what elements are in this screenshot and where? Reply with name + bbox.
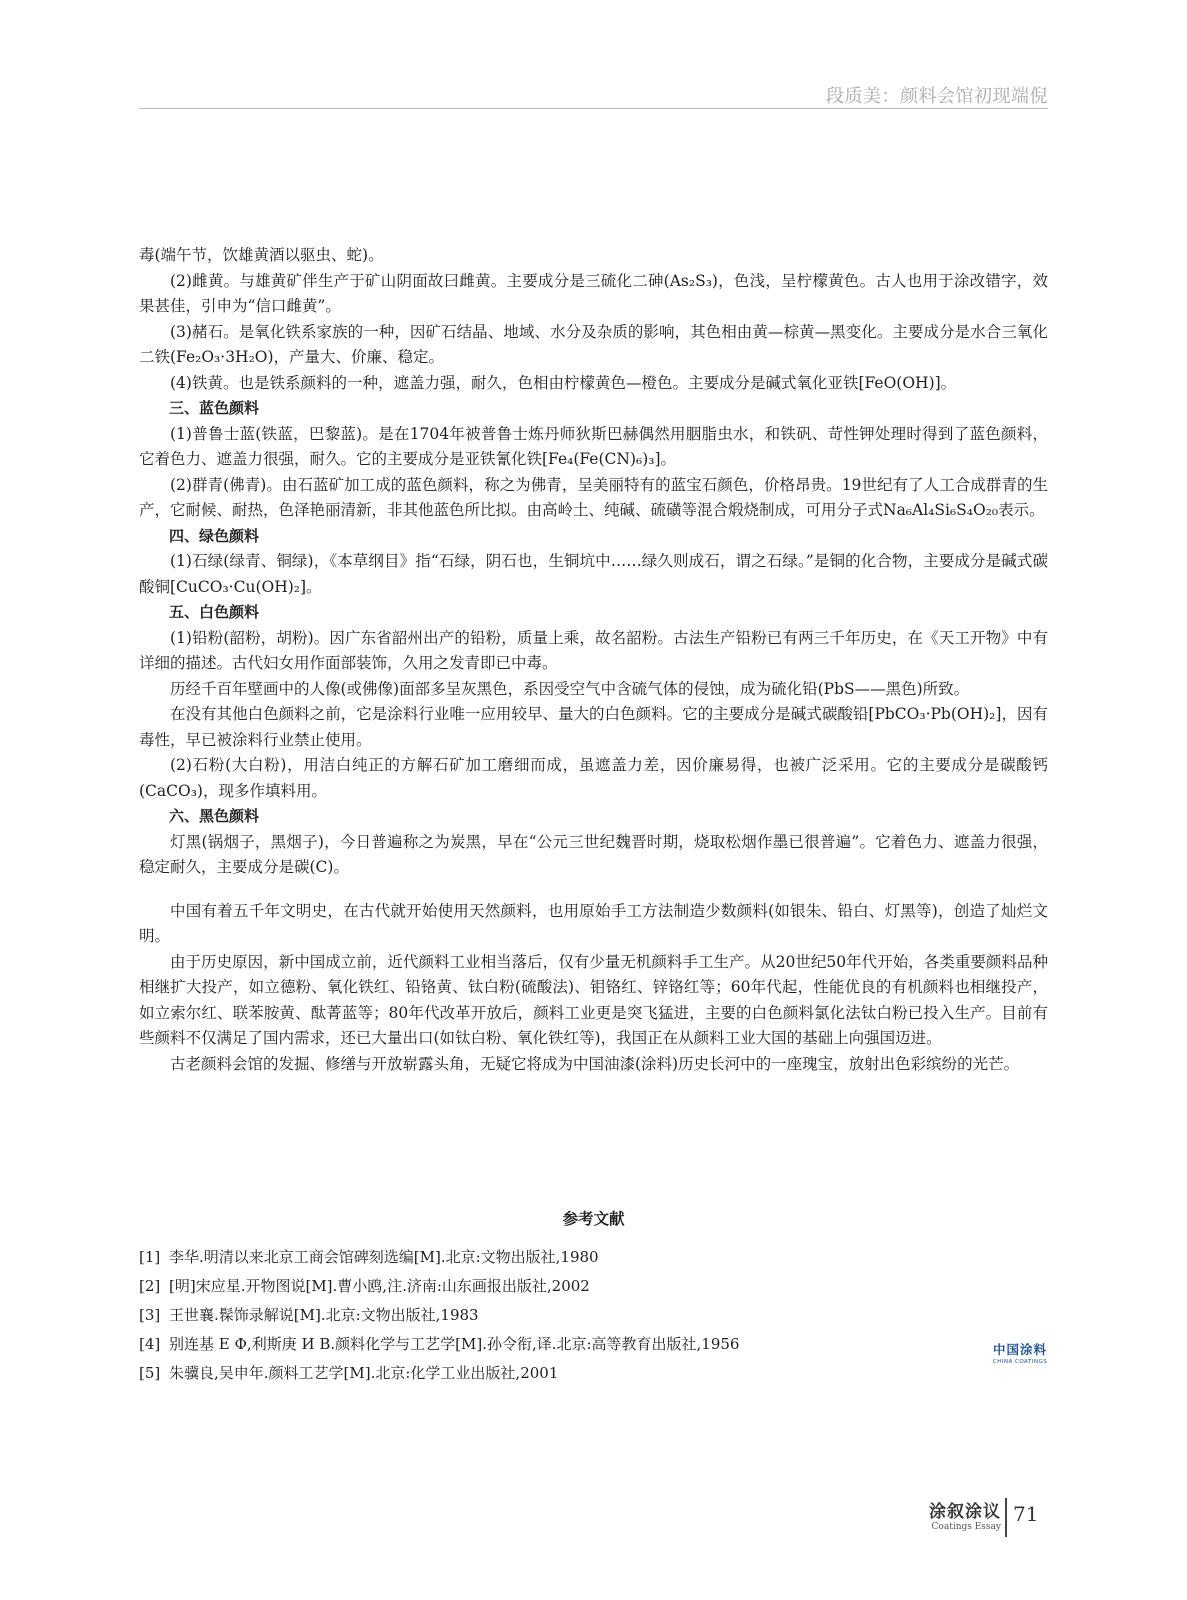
reference-number: [3] <box>139 1306 161 1324</box>
section-heading-white: 五、白色颜料 <box>169 603 260 621</box>
reference-text: 李华.明清以来北京工商会馆碑刻选编[M].北京:文物出版社,1980 <box>169 1248 599 1266</box>
china-coatings-logo <box>983 1340 1057 1365</box>
logo-name-cn: 中国涂料 <box>992 1342 1047 1357</box>
reference-item <box>139 1359 1048 1388</box>
paragraph: 由于历史原因，新中国成立前，近代颜料工业相当落后，仅有少量无机颜料手工生产。从20世纪50年代开始，各类重要颜料品种相继扩大投产，如立德粉、氧化铁红、铅铬黄、钛白粉(硫酸法)、钼铬红、锌铬红等；60年代起，性能优良的有机颜料也相继投产，如立索尔红、联苯胺黄、酞菁蓝等；80年代改革开放后，颜料工业更是突飞猛进，主要的白色颜料氯化法钛白粉已投入生产。目前有些颜料不仅满足了国内需求，还已大量出口(如钛白粉、氧化铁红等)，我国正在从颜料工业大国的基础上向强国迈进。 <box>139 952 1048 1047</box>
reference-number: [1] <box>139 1248 161 1266</box>
reference-text: 朱骥良,吴申年.颜料工艺学[M].北京:化学工业出版社,2001 <box>169 1364 559 1382</box>
footer-column-en: Coatings Essay <box>931 1522 1001 1532</box>
paragraph: 历经千百年壁画中的人像(或佛像)面部多呈灰黑色，系因受空气中含硫气体的侵蚀，成为硫化铅(PbS——黑色)所致。 <box>170 679 970 698</box>
paragraph: (4)铁黄。也是铁系颜料的一种，遮盖力强，耐久，色相由柠檬黄色—橙色。主要成分是碱式氧化亚铁[FeO(OH)]。 <box>170 373 957 392</box>
paragraph: 毒(端午节，饮雄黄酒以驱虫、蛇)。 <box>139 246 384 264</box>
reference-text: 王世襄.髹饰录解说[M].北京:文物出版社,1983 <box>169 1306 479 1324</box>
reference-item <box>139 1243 1048 1272</box>
paragraph: 中国有着五千年文明史，在古代就开始使用天然颜料，也用原始手工方法制造少数颜料(如银朱、铅白、灯黑等)，创造了灿烂文明。 <box>139 901 1048 945</box>
paragraph: (1)铅粉(韶粉，胡粉)。因广东省韶州出产的铅粉，质量上乘，故名韶粉。古法生产铅粉已有两三千年历史，在《天工开物》中有详细的描述。古代妇女用作面部装饰，久用之发青即已中毒。 <box>139 628 1048 672</box>
header-divider <box>139 108 1048 109</box>
page-number: 71 <box>1013 1502 1039 1526</box>
reference-item <box>139 1330 1048 1359</box>
paragraph: (2)群青(佛青)。由石蓝矿加工成的蓝色颜料，称之为佛青，呈美丽特有的蓝宝石颜色，价格昂贵。19世纪有了人工合成群青的生产，它耐候、耐热，色泽艳丽清新，非其他蓝色所比拟。由高岭土、纯碱、硫磺等混合煅烧制成，可用分子式Na₆Al₄Si₆S₄O₂₀表示。 <box>139 475 1048 519</box>
paragraph: (2)雌黄。与雄黄矿伴生产于矿山阴面故曰雌黄。主要成分是三硫化二砷(As₂S₃)，色浅，呈柠檬黄色。古人也用于涂改错字，效果甚佳，引申为“信口雌黄”。 <box>139 271 1048 315</box>
paragraph: (2)石粉(大白粉)，用洁白纯正的方解石矿加工磨细而成，虽遮盖力差，因价廉易得，也被广泛采用。它的主要成分是碳酸钙(CaCO₃)，现多作填料用。 <box>139 756 1048 800</box>
section-heading-black: 六、黑色颜料 <box>169 807 260 825</box>
paragraph: (1)石绿(绿青、铜绿)，《本草纲目》指“石绿，阴石也，生铜坑中……绿久则成石，谓之石绿。”是铜的化合物，主要成分是碱式碳酸铜[CuCO₃·Cu(OH)₂]。 <box>139 552 1048 596</box>
paragraph: 灯黑(锅烟子，黑烟子)，今日普遍称之为炭黑，早在“公元三世纪魏晋时期，烧取松烟作墨已很普遍”。它着色力、遮盖力很强，稳定耐久，主要成分是碳(C)。 <box>139 832 1048 876</box>
reference-number: [4] <box>139 1335 161 1353</box>
reference-text: 别连基 E Ф,利斯庚 И В.颜料化学与工艺学[M].孙令衔,译.北京:高等教育出版社,1956 <box>169 1335 740 1353</box>
paragraph: 古老颜料会馆的发掘、修缮与开放崭露头角，无疑它将成为中国油漆(涂料)历史长河中的一座瑰宝，放射出色彩缤纷的光芒。 <box>170 1054 1020 1073</box>
paragraph: (3)赭石。是氧化铁系家族的一种，因矿石结晶、地域、水分及杂质的影响，其色相由黄—棕黄—黑变化。主要成分是水合三氧化二铁(Fe₂O₃·3H₂O)，产量大、价廉、稳定。 <box>139 322 1048 366</box>
logo-name-en: CHINA COATINGS <box>992 1359 1048 1365</box>
reference-item <box>139 1301 1048 1330</box>
paragraph: 在没有其他白色颜料之前，它是涂料行业唯一应用较早、量大的白色颜料。它的主要成分是碱式碳酸铅[PbCO₃·Pb(OH)₂]，因有毒性，早已被涂料行业禁止使用。 <box>139 705 1048 749</box>
reference-number: [5] <box>139 1364 161 1382</box>
paragraph: (1)普鲁士蓝(铁蓝，巴黎蓝)。是在1704年被普鲁士炼丹师狄斯巴赫偶然用胭脂虫水，和铁矾、苛性钾处理时得到了蓝色颜料，它着色力、遮盖力很强，耐久。它的主要成分是亚铁氰化铁[Fe₄(Fe(CN)₆)₃]。 <box>139 424 1048 468</box>
reference-item <box>139 1272 1048 1301</box>
closing-section <box>139 899 1048 1078</box>
running-title: 段质美：颜料会馆初现端倪 <box>826 86 1048 107</box>
reference-text: [明]宋应星.开物图说[M].曹小鸥,注.济南:山东画报出版社,2002 <box>169 1277 590 1295</box>
footer-divider <box>1005 1498 1007 1537</box>
article-body <box>139 243 1048 1077</box>
references <box>139 1207 1048 1388</box>
footer-column-cn: 涂叙涂议 <box>929 1502 1001 1522</box>
references-title: 参考文献 <box>562 1210 625 1228</box>
section-heading-blue: 三、蓝色颜料 <box>169 399 260 417</box>
section-heading-green: 四、绿色颜料 <box>169 526 260 545</box>
reference-number: [2] <box>139 1277 161 1295</box>
footer-column-title <box>929 1497 1001 1532</box>
